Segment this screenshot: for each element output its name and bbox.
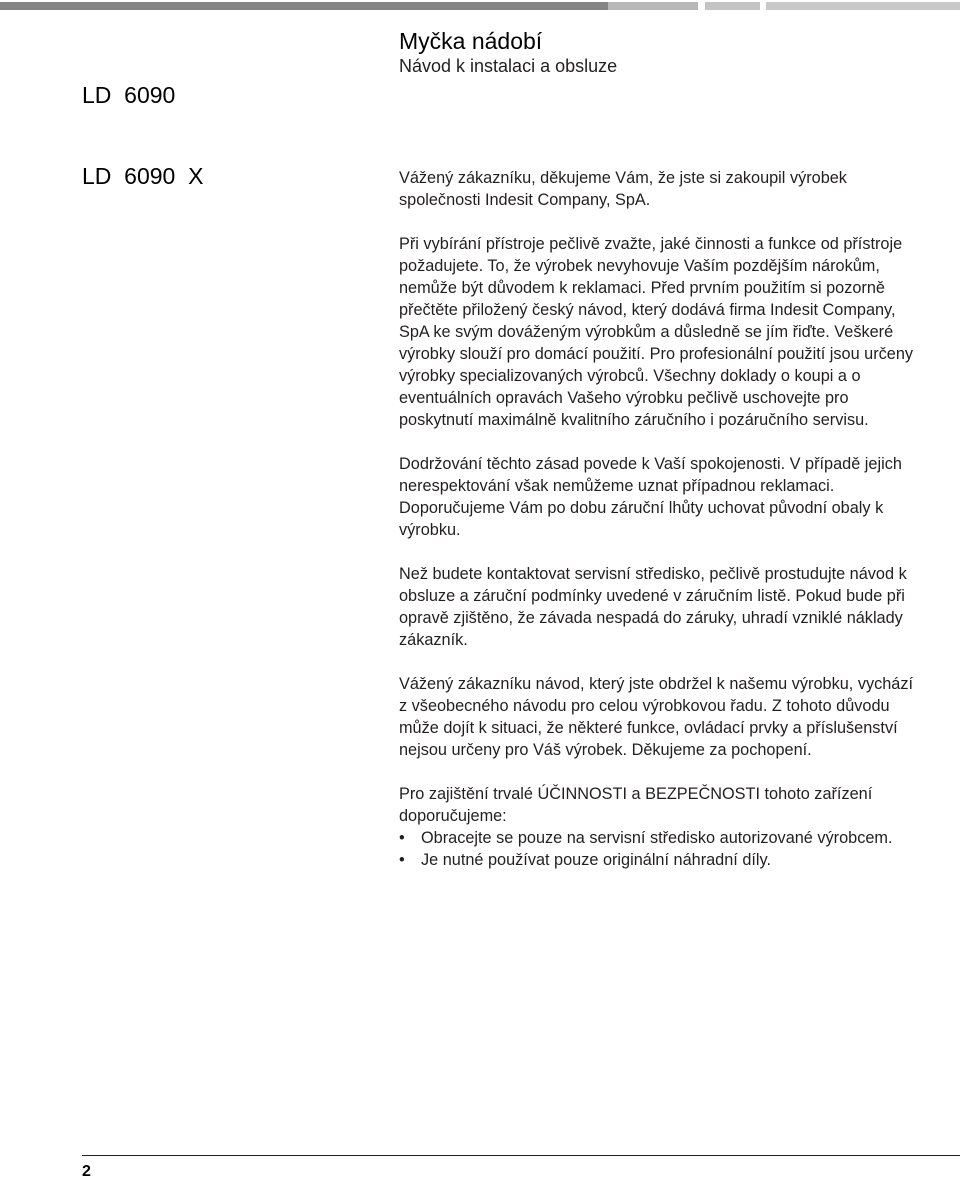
page-title: Myčka nádobí <box>399 28 543 54</box>
header-bar-segment <box>608 2 698 10</box>
paragraph-safety-intro: Pro zajištění trvalé ÚČINNOSTI a BEZPEČNOSTI tohoto zařízení doporučujeme: <box>399 785 873 825</box>
paragraph-compliance: Dodržování těchto zásad povede k Vaší spokojenosti. V případě jejich nerespektování však nemůžeme uznat případnou reklamaci. Doporučujeme Vám po dobu záruční lhůty uchovat původní obaly k výrobku. <box>399 455 902 539</box>
list-item-text: Obracejte se pouze na servisní středisko autorizované výrobcem. <box>421 829 893 847</box>
paragraph-general-manual: Vážený zákazníku návod, který jste obdržel k našemu výrobku, vychází z všeobecného návodu pro celou výrobkovou řadu. Z tohoto důvodu může dojít k situaci, že některé funkce, ovládací prvky a příslušenství nejsou určeny pro Váš výrobek. Děkujeme za pochopení. <box>399 675 914 759</box>
bullet-icon: • <box>399 851 405 869</box>
model-numbers <box>82 28 203 217</box>
page-subtitle: Návod k instalaci a obsluze <box>399 56 618 76</box>
header-bar-segment <box>705 2 760 10</box>
list-item-text: Je nutné používat pouze originální náhradní díly. <box>421 851 771 869</box>
safety-bullet-list <box>399 827 919 871</box>
list-item <box>399 827 919 849</box>
header-bar-segment <box>0 2 608 10</box>
header-bar-segment <box>766 2 960 10</box>
model-line-1: LD 6090 <box>82 82 176 108</box>
footer-divider <box>82 1155 960 1156</box>
model-line-2: LD 6090 X <box>82 163 204 189</box>
paragraph-service: Než budete kontaktovat servisní středisko, pečlivě prostudujte návod k obsluze a záruční podmínky uvedené v záručním listě. Pokud bude při opravě zjištěno, že závada nespadá do záruky, uhradí vzniklé náklady zákazník. <box>399 565 907 649</box>
list-item <box>399 849 919 871</box>
page-number: 2 <box>82 1163 91 1180</box>
paragraph-greeting: Vážený zákazníku, děkujeme Vám, že jste si zakoupil výrobek společnosti Indesit Company, SpA. <box>399 169 847 209</box>
header-color-bar <box>0 2 960 10</box>
paragraph-instructions: Při vybírání přístroje pečlivě zvažte, jaké činnosti a funkce od přístroje požadujete. To, že výrobek nevyhovuje Vaším pozdějším nárokům, nemůže být důvodem k reklamaci. Před prvním použitím si pozorně přečtěte přiložený český návod, který dodává firma Indesit Company, SpA ke svým dováženým výrobkům a důsledně se jím řiďte. Veškeré výrobky slouží pro domácí použití. Pro profesionální použití jsou určeny výrobky specializovaných výrobců. Všechny doklady o koupi a o eventuálních opravách Vašeho výrobku pečlivě uschovejte pro poskytnutí maximálně kvalitního záručního i pozáručního servisu. <box>399 235 914 429</box>
bullet-icon: • <box>399 829 405 847</box>
document-body <box>399 167 919 871</box>
